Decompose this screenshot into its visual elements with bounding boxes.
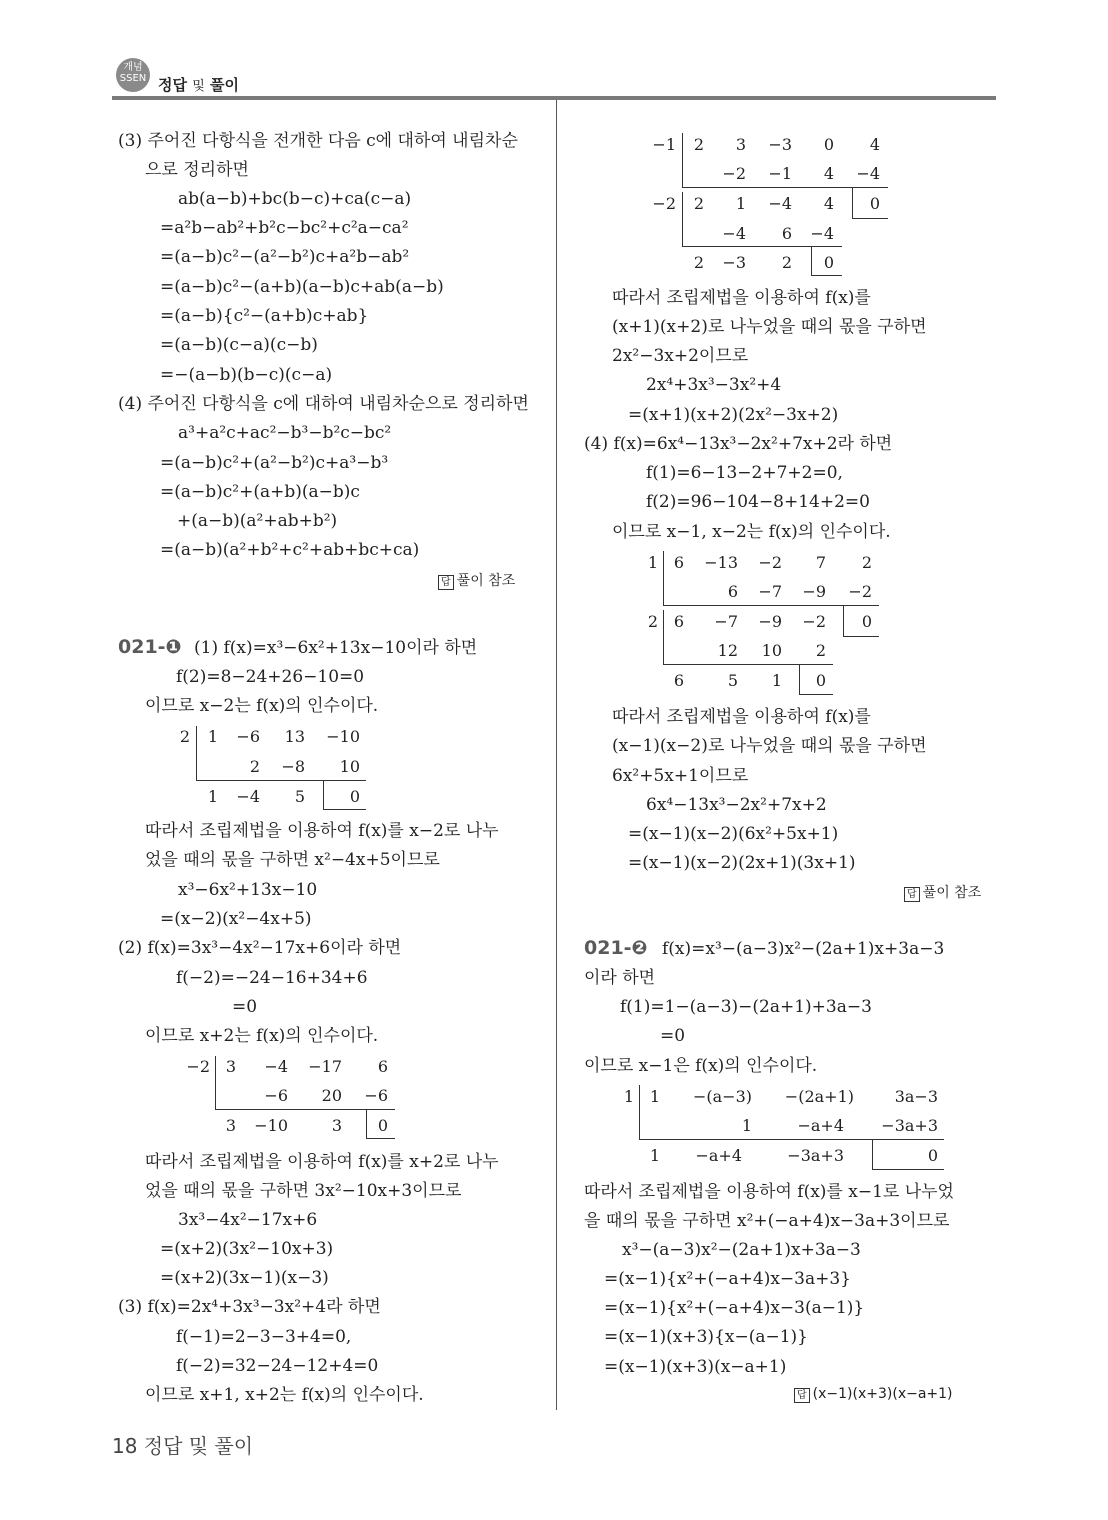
answer-text: 풀이 참조	[922, 885, 982, 901]
table-cell: −4	[810, 224, 834, 243]
table-cell: 5	[294, 787, 305, 806]
table-divisor: −1	[652, 135, 676, 154]
table-cell: −13	[704, 553, 738, 572]
math-line: x³−6x²+13x−10	[178, 880, 318, 900]
math-line: =(x−1)(x−2)(2x+1)(3x+1)	[628, 853, 856, 873]
answer-mark: 답	[904, 887, 920, 902]
table-cell: −17	[308, 1057, 342, 1076]
table-cell: 1	[741, 1116, 752, 1135]
text-line: (3) f(x)=2x⁴+3x³−3x²+4라 하면	[118, 1297, 381, 1317]
math-line: =(x−1){x²+(−a+4)x−3(a−1)}	[604, 1298, 865, 1318]
text-line: (2) f(x)=3x³−4x²−17x+6이라 하면	[118, 938, 402, 958]
table-cell: 1	[649, 1087, 660, 1106]
text-line: 따라서 조립제법을 이용하여 f(x)를	[612, 707, 871, 727]
table-divisor: −2	[652, 194, 676, 213]
table-cell: 0	[377, 1116, 388, 1135]
title-word-1: 정답	[158, 76, 187, 94]
math-line: 2x⁴+3x³−3x²+4	[646, 375, 782, 395]
math-line: =(x−1){x²+(−a+4)x−3a+3}	[604, 1269, 851, 1289]
table-cell: 3	[225, 1116, 236, 1135]
table-cell: −6	[264, 1086, 288, 1105]
problem-number: 021-❷	[584, 937, 648, 959]
table-cell: 20	[321, 1086, 342, 1105]
text-line: 을 때의 몫을 구하면 x²+(−a+4)x−3a+3이므로	[584, 1211, 950, 1231]
table-cell: 3	[225, 1057, 236, 1076]
math-line: a³+a²c+ac²−b³−b²c−bc²	[178, 423, 392, 443]
text-line: 이므로 x−1은 f(x)의 인수이다.	[584, 1056, 818, 1076]
table-cell: −9	[802, 582, 826, 601]
table-cell: 12	[717, 641, 738, 660]
math-line: =(x+2)(3x²−10x+3)	[160, 1239, 334, 1259]
table-cell: 1	[735, 194, 746, 213]
table-cell: −10	[326, 727, 360, 746]
table-cell: 6	[377, 1057, 388, 1076]
table-cell: 2	[781, 253, 792, 272]
table-cell: −4	[722, 224, 746, 243]
math-line: x³−(a−3)x²−(2a+1)x+3a−3	[622, 1240, 861, 1260]
table-cell: 0	[869, 194, 880, 213]
math-line: =(x−1)(x+3)(x−a+1)	[604, 1357, 787, 1377]
text-line: 이므로 x+2는 f(x)의 인수이다.	[145, 1026, 379, 1046]
math-line: f(−1)=2−3−3+4=0,	[176, 1327, 352, 1347]
table-cell: −10	[254, 1116, 288, 1135]
table-cell: −7	[714, 612, 738, 631]
answer-text: 풀이 참조	[456, 573, 516, 589]
table-cell: 4	[823, 194, 834, 213]
table-cell: 1	[207, 787, 218, 806]
math-line: 6x⁴−13x³−2x²+7x+2	[646, 795, 827, 815]
table-cell: 0	[823, 253, 834, 272]
table-cell: 10	[761, 641, 782, 660]
text-line: (3) 주어진 다항식을 전개한 다음 c에 대하여 내림차순	[118, 131, 518, 151]
math-line: =(x−2)(x²−4x+5)	[160, 909, 312, 929]
answer-note	[438, 570, 515, 590]
text-line: (4) 주어진 다항식을 c에 대하여 내림차순으로 정리하면	[118, 394, 529, 414]
text-line: 이므로 x−2는 f(x)의 인수이다.	[145, 696, 379, 716]
table-cell: −2	[848, 582, 872, 601]
math-line: =0	[660, 1026, 686, 1046]
table-cell: −1	[768, 164, 792, 183]
column-divider	[556, 100, 557, 1410]
table-cell: −3	[768, 135, 792, 154]
section-title	[158, 74, 239, 95]
table-cell: −2	[758, 553, 782, 572]
answer-note	[904, 882, 981, 902]
header-rule	[112, 96, 996, 100]
math-line: =a²b−ab²+b²c−bc²+c²a−ca²	[160, 218, 409, 238]
math-line: 2x²−3x+2이므로	[612, 346, 749, 366]
math-line: =(a−b){c²−(a+b)c+ab}	[160, 306, 369, 326]
math-line: f(−2)=32−24−12+4=0	[176, 1356, 379, 1376]
table-cell: −4	[768, 194, 792, 213]
table-cell: 2	[815, 641, 826, 660]
math-line: =(a−b)c²+(a+b)(a−b)c	[160, 482, 360, 502]
table-cell: 0	[815, 671, 826, 690]
table-cell: 10	[339, 757, 360, 776]
text-line: 따라서 조립제법을 이용하여 f(x)를	[612, 288, 871, 308]
table-divisor: 1	[623, 1087, 634, 1106]
table-cell: 0	[349, 787, 360, 806]
table-divisor: 1	[647, 553, 658, 572]
table-cell: −7	[758, 582, 782, 601]
table-cell: 3a−3	[894, 1087, 938, 1106]
table-cell: −4	[264, 1057, 288, 1076]
text-line: 따라서 조립제법을 이용하여 f(x)를 x−1로 나누었	[584, 1182, 954, 1202]
table-cell: 6	[673, 612, 684, 631]
math-line: =(x+2)(3x−1)(x−3)	[160, 1268, 329, 1288]
math-line: =(x−1)(x+3){x−(a−1)}	[604, 1327, 808, 1347]
table-cell: 1	[771, 671, 782, 690]
title-word-2: 및	[192, 79, 205, 94]
math-line: +(a−b)(a²+ab+b²)	[177, 511, 338, 531]
text-line: 따라서 조립제법을 이용하여 f(x)를 x−2로 나누	[145, 821, 499, 841]
math-line: =(a−b)c²+(a²−b²)c+a³−b³	[160, 453, 389, 473]
table-cell: −(2a+1)	[784, 1087, 854, 1106]
math-line: f(1)=6−13−2+7+2=0,	[646, 463, 843, 483]
math-line: =(a−b)c²−(a+b)(a−b)c+ab(a−b)	[160, 277, 444, 297]
table-divisor: 2	[647, 612, 658, 631]
table-cell: 0	[823, 135, 834, 154]
table-cell: 0	[927, 1146, 938, 1165]
table-cell: −4	[236, 787, 260, 806]
text-line: 이므로 x+1, x+2는 f(x)의 인수이다.	[145, 1385, 424, 1405]
table-cell: 1	[649, 1146, 660, 1165]
table-cell: −9	[758, 612, 782, 631]
table-cell: −3a+3	[881, 1116, 938, 1135]
table-divisor: 2	[179, 727, 190, 746]
table-cell: −4	[856, 164, 880, 183]
table-cell: −6	[236, 727, 260, 746]
table-cell: 2	[249, 757, 260, 776]
title-word-3: 풀이	[210, 76, 239, 94]
table-cell: −a+4	[797, 1116, 844, 1135]
math-line: =(a−b)(a²+b²+c²+ab+bc+ca)	[160, 540, 420, 560]
brand-logo: 개념 SSEN	[116, 58, 150, 92]
table-cell: 6	[727, 582, 738, 601]
table-cell: 3	[331, 1116, 342, 1135]
math-line: =(a−b)c²−(a²−b²)c+a²b−ab²	[160, 247, 410, 267]
table-cell: 4	[869, 135, 880, 154]
table-cell: −8	[281, 757, 305, 776]
table-cell: −a+4	[695, 1146, 742, 1165]
math-line: =−(a−b)(b−c)(c−a)	[160, 365, 333, 385]
table-divisor: −2	[186, 1057, 210, 1076]
table-cell: 2	[861, 553, 872, 572]
math-line: =(a−b)(c−a)(c−b)	[160, 335, 318, 355]
text-line: (x−1)(x−2)로 나누었을 때의 몫을 구하면	[612, 736, 927, 756]
table-cell: 6	[781, 224, 792, 243]
table-cell: −2	[722, 164, 746, 183]
text-line: (4) f(x)=6x⁴−13x³−2x²+7x+2라 하면	[584, 434, 893, 454]
answer-text: (x−1)(x+3)(x−a+1)	[812, 1386, 953, 1402]
math-line: 3x³−4x²−17x+6	[178, 1210, 318, 1230]
table-cell: 2	[693, 135, 704, 154]
table-cell: 6	[673, 671, 684, 690]
math-line: f(2)=8−24+26−10=0	[176, 667, 365, 687]
table-cell: 2	[693, 253, 704, 272]
math-line: ab(a−b)+bc(b−c)+ca(c−a)	[178, 189, 412, 209]
text-line: 으로 정리하면	[145, 160, 249, 180]
table-cell: −(a−3)	[692, 1087, 752, 1106]
answer-mark: 답	[438, 575, 454, 590]
text-line: 이라 하면	[584, 968, 656, 988]
math-line: f(x)=x³−(a−3)x²−(2a+1)x+3a−3	[662, 939, 945, 959]
math-line: f(1)=1−(a−3)−(2a+1)+3a−3	[620, 997, 872, 1017]
math-line: =(x+1)(x+2)(2x²−3x+2)	[628, 405, 839, 425]
table-cell: 5	[727, 671, 738, 690]
problem-number: 021-❶	[118, 636, 182, 658]
table-cell: 0	[861, 612, 872, 631]
table-cell: −6	[364, 1086, 388, 1105]
math-line: 6x²+5x+1이므로	[612, 766, 749, 786]
text-line: (x+1)(x+2)로 나누었을 때의 몫을 구하면	[612, 317, 927, 337]
text-line: 었을 때의 몫을 구하면 x²−4x+5이므로	[145, 850, 440, 870]
table-cell: 3	[735, 135, 746, 154]
text-line: 따라서 조립제법을 이용하여 f(x)를 x+2로 나누	[145, 1152, 499, 1172]
table-cell: 4	[823, 164, 834, 183]
table-cell: 6	[673, 553, 684, 572]
table-cell: 13	[284, 727, 305, 746]
table-cell: 1	[207, 727, 218, 746]
table-cell: 7	[815, 553, 826, 572]
table-cell: −2	[802, 612, 826, 631]
table-cell: −3a+3	[787, 1146, 844, 1165]
page-footer: 18 정답 및 풀이	[112, 1434, 254, 1458]
text-line: (1) f(x)=x³−6x²+13x−10이라 하면	[194, 638, 478, 658]
answer-mark: 답	[794, 1388, 810, 1403]
math-line: =0	[232, 997, 258, 1017]
answer-note	[794, 1386, 953, 1403]
table-cell: −3	[722, 253, 746, 272]
math-line: f(2)=96−104−8+14+2=0	[646, 492, 870, 512]
math-line: =(x−1)(x−2)(6x²+5x+1)	[628, 824, 839, 844]
text-line: 이므로 x−1, x−2는 f(x)의 인수이다.	[612, 522, 891, 542]
table-cell: 2	[693, 194, 704, 213]
math-line: f(−2)=−24−16+34+6	[176, 968, 368, 988]
text-line: 었을 때의 몫을 구하면 3x²−10x+3이므로	[145, 1181, 462, 1201]
